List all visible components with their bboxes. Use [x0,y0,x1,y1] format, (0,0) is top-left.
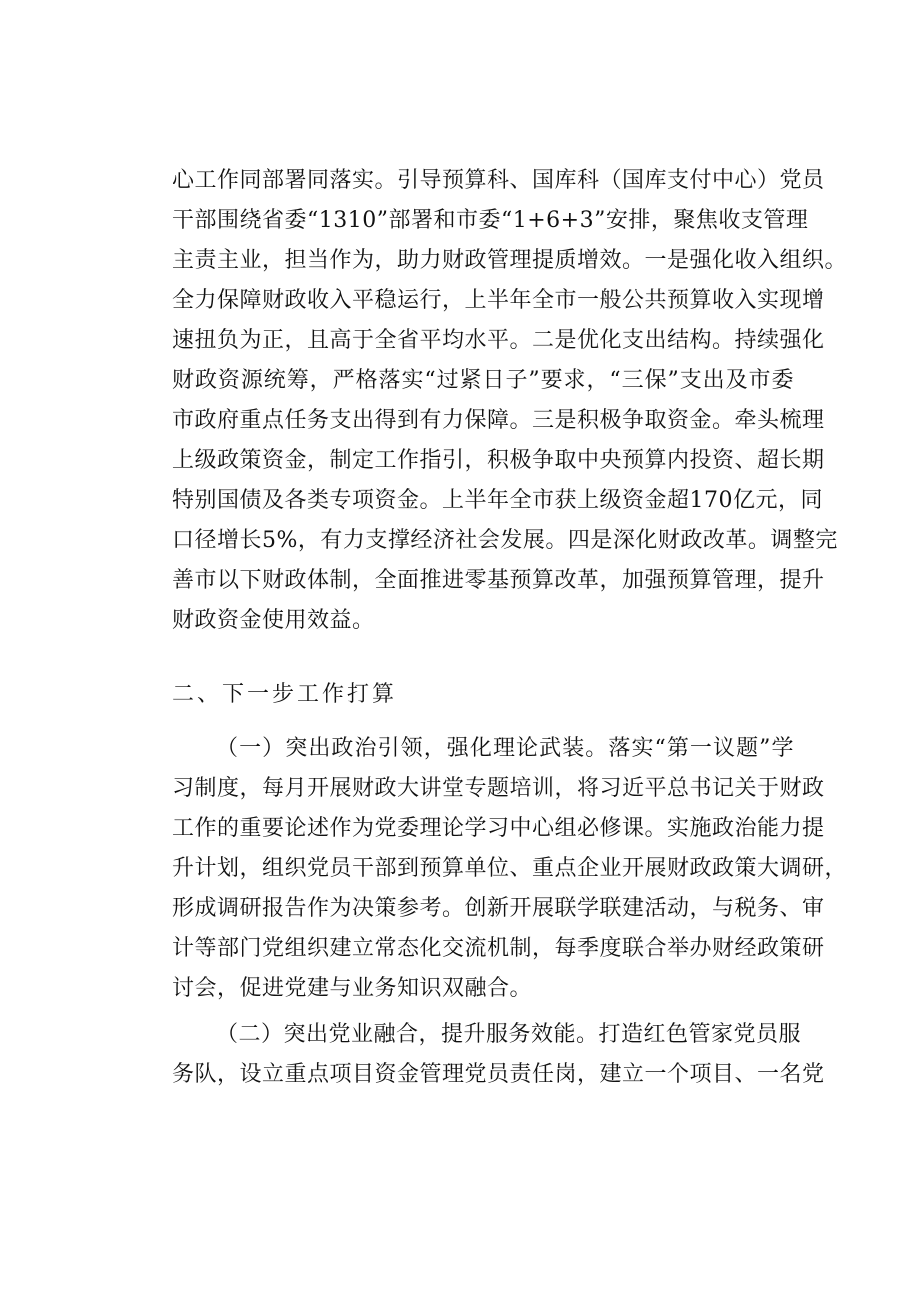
text-line: 升计划，组织党员干部到预算单位、重点企业开展财政政策大调研， [172,856,848,881]
text-line: 务队，设立重点项目资金管理党员责任岗，建立一个项目、一名党 [172,1062,825,1087]
text-line: 特别国债及各类专项资金。上半年全市获上级资金超170亿元，同 [172,488,823,513]
paragraph-political-leadership [172,729,848,1009]
text-line: 习制度，每月开展财政大讲堂专题培训，将习近平总书记关于财政 [172,776,825,801]
text-line: 上级政策资金，制定工作指引，积极争取中央预算内投资、超长期 [172,448,825,473]
text-line: 口径增长5%，有力支撑经济社会发展。四是深化财政改革。调整完 [172,528,838,553]
text-line: 财政资金使用效益。 [172,608,375,633]
text-line: 全力保障财政收入平稳运行，上半年全市一般公共预算收入实现增 [172,288,825,313]
text-line: （二）突出党业融合，提升服务效能。打造红色管家党员服 [216,1022,802,1047]
text-line: 讨会，促进党建与业务知识双融合。 [172,976,533,1001]
text-line: 财政资源统筹，严格落实“过紧日子”要求，“三保”支出及市委 [172,368,794,393]
paragraph-fiscal-work-summary [172,161,848,641]
text-line: 市政府重点任务支出得到有力保障。三是积极争取资金。牵头梳理 [172,408,825,433]
text-line: 主责主业，担当作为，助力财政管理提质增效。一是强化收入组织。 [172,248,848,273]
section-heading: 二、下一步工作打算 [172,682,398,707]
text-line: 心工作同部署同落实。引导预算科、国库科（国库支付中心）党员 [172,168,825,193]
text-line: 干部围绕省委“1310”部署和市委“1+6+3”安排，聚焦收支管理 [172,208,809,233]
text-line: 计等部门党组织建立常态化交流机制，每季度联合举办财经政策研 [172,936,825,961]
text-line: 工作的重要论述作为党委理论学习中心组必修课。实施政治能力提 [172,816,825,841]
paragraph-party-business-integration [172,1015,825,1095]
text-line: （一）突出政治引领，强化理论武装。落实“第一议题”学 [216,736,794,761]
text-line: 速扭负为正，且高于全省平均水平。二是优化支出结构。持续强化 [172,328,825,353]
text-line: 善市以下财政体制，全面推进零基预算改革，加强预算管理，提升 [172,568,825,593]
text-line: 形成调研报告作为决策参考。创新开展联学联建活动，与税务、审 [172,896,825,921]
